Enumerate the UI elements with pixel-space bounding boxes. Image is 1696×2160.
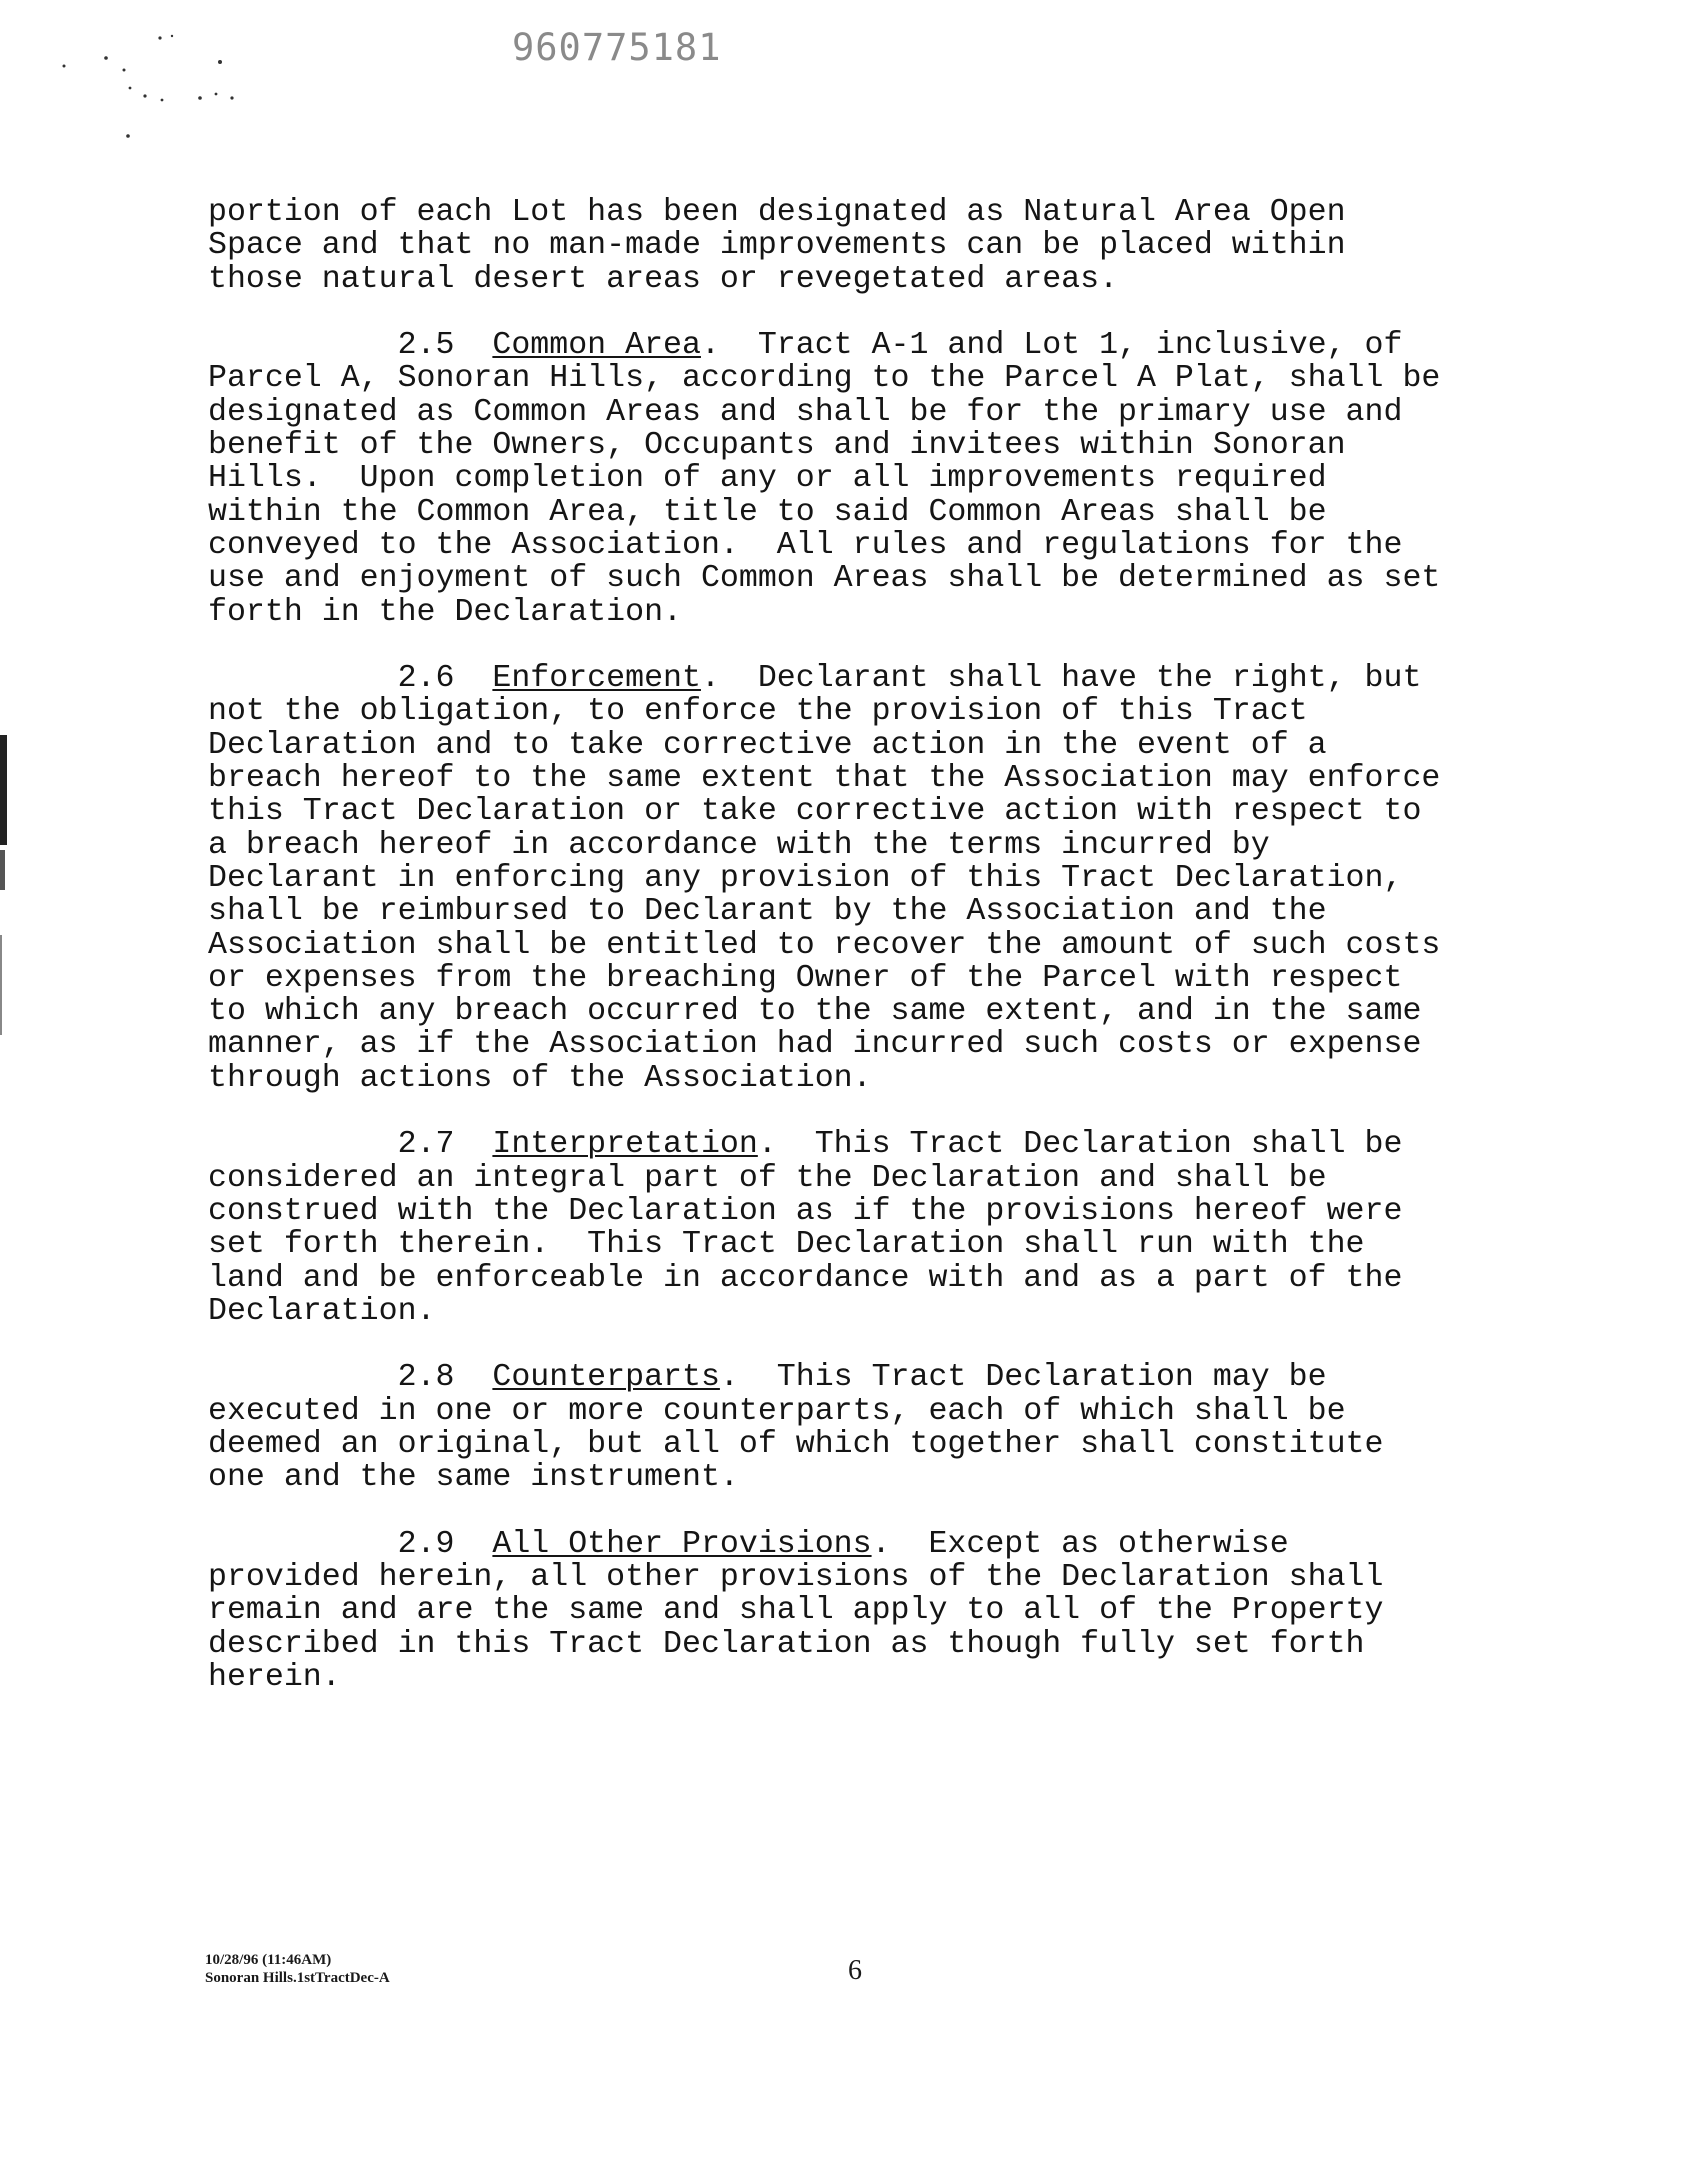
footer-filename: Sonoran Hills.1stTractDec-A bbox=[205, 1970, 390, 1986]
text-line bbox=[208, 1561, 1558, 1594]
line-text: benefit of the Owners, Occupants and invitees within Sonoran bbox=[208, 428, 1346, 464]
line-text: . Declarant shall have the right, but bbox=[700, 661, 1422, 697]
line-text: . This Tract Declaration shall be bbox=[757, 1127, 1403, 1163]
line-text: Association shall be entitled to recover the amount of such costs bbox=[208, 927, 1441, 963]
line-text: shall be reimbursed to Declarant by the Association and the bbox=[208, 894, 1327, 930]
line-text: use and enjoyment of such Common Areas shall be determined as set bbox=[208, 561, 1441, 597]
section-number: 2.7 bbox=[208, 1127, 493, 1163]
line-text: not the obligation, to enforce the provision of this Tract bbox=[208, 694, 1308, 730]
line-text: this Tract Declaration or take corrective action with respect to bbox=[208, 794, 1422, 830]
line-text: land and be enforceable in accordance with and as a part of the bbox=[208, 1260, 1403, 1296]
line-text: within the Common Area, title to said Common Areas shall be bbox=[208, 494, 1327, 530]
text-line bbox=[208, 429, 1558, 462]
line-text: a breach hereof in accordance with the terms incurred by bbox=[208, 827, 1270, 863]
line-text: portion of each Lot has been designated as Natural Area Open bbox=[208, 195, 1346, 230]
line-text: construed with the Declaration as if the provisions hereof were bbox=[208, 1193, 1403, 1229]
text-line bbox=[208, 1628, 1558, 1661]
line-text: manner, as if the Association had incurred such costs or expense bbox=[208, 1027, 1422, 1063]
text-line bbox=[208, 1528, 1558, 1561]
text-line bbox=[208, 662, 1558, 695]
line-text: forth in the Declaration. bbox=[208, 594, 682, 630]
text-line bbox=[208, 1428, 1558, 1461]
text-line bbox=[208, 396, 1558, 429]
line-text: those natural desert areas or revegetated areas. bbox=[208, 261, 1119, 297]
section-heading: Enforcement bbox=[492, 661, 701, 697]
document-footer bbox=[205, 1951, 390, 1987]
paragraph-section-2-7 bbox=[208, 1128, 1558, 1328]
line-text: set forth therein. This Tract Declaration shall run with the bbox=[208, 1227, 1365, 1263]
text-line bbox=[208, 695, 1558, 728]
footer-date: 10/28/96 (11:46AM) bbox=[205, 1952, 332, 1968]
text-line bbox=[208, 962, 1558, 995]
line-text: . Tract A-1 and Lot 1, inclusive, of bbox=[700, 328, 1403, 364]
section-number: 2.5 bbox=[208, 328, 493, 364]
text-line bbox=[208, 929, 1558, 962]
text-line bbox=[208, 762, 1558, 795]
section-number: 2.8 bbox=[208, 1360, 493, 1396]
line-text: Declaration. bbox=[208, 1293, 436, 1329]
line-text: conveyed to the Association. All rules and regulations for the bbox=[208, 527, 1403, 563]
section-number: 2.6 bbox=[208, 661, 493, 697]
text-line bbox=[208, 795, 1558, 828]
line-text: . Except as otherwise bbox=[871, 1526, 1289, 1562]
text-line bbox=[208, 462, 1558, 495]
document-body bbox=[208, 196, 1558, 1694]
line-text: Declarant in enforcing any provision of this Tract Declaration, bbox=[208, 860, 1403, 896]
line-text: breach hereof to the same extent that the Association may enforce bbox=[208, 761, 1441, 797]
line-text: or expenses from the breaching Owner of the Parcel with respect bbox=[208, 960, 1403, 996]
paragraph-section-2-5 bbox=[208, 329, 1558, 629]
line-text: . This Tract Declaration may be bbox=[719, 1360, 1327, 1396]
text-line bbox=[208, 1062, 1558, 1095]
section-heading: Common Area bbox=[492, 328, 701, 364]
text-line bbox=[208, 995, 1558, 1028]
section-heading: Interpretation bbox=[492, 1127, 758, 1163]
text-line bbox=[208, 1195, 1558, 1228]
line-text: Hills. Upon completion of any or all improvements required bbox=[208, 461, 1327, 497]
text-line bbox=[208, 229, 1558, 262]
document-stamp-number: 960775181 bbox=[512, 26, 722, 69]
section-heading: All Other Provisions bbox=[492, 1526, 872, 1562]
text-line bbox=[208, 1228, 1558, 1261]
text-line bbox=[208, 196, 1558, 229]
text-line bbox=[208, 529, 1558, 562]
text-line bbox=[208, 895, 1558, 928]
line-text: considered an integral part of the Declaration and shall be bbox=[208, 1160, 1327, 1196]
text-line bbox=[208, 829, 1558, 862]
line-text: executed in one or more counterparts, each of which shall be bbox=[208, 1393, 1346, 1429]
text-line bbox=[208, 1028, 1558, 1061]
text-line bbox=[208, 1262, 1558, 1295]
paragraph-intro bbox=[208, 196, 1558, 296]
text-line bbox=[208, 1395, 1558, 1428]
line-text: through actions of the Association. bbox=[208, 1060, 872, 1096]
line-text: remain and are the same and shall apply to all of the Property bbox=[208, 1593, 1384, 1629]
paragraph-section-2-8 bbox=[208, 1361, 1558, 1494]
page-number: 6 bbox=[848, 1955, 862, 1986]
text-line bbox=[208, 1128, 1558, 1161]
line-text: Space and that no man-made improvements can be placed within bbox=[208, 228, 1346, 264]
line-text: provided herein, all other provisions of the Declaration shall bbox=[208, 1560, 1384, 1596]
line-text: designated as Common Areas and shall be for the primary use and bbox=[208, 394, 1403, 430]
paragraph-section-2-9 bbox=[208, 1528, 1558, 1694]
line-text: Declaration and to take corrective action in the event of a bbox=[208, 727, 1327, 763]
text-line bbox=[208, 263, 1558, 296]
section-heading: Counterparts bbox=[492, 1360, 720, 1396]
text-line bbox=[208, 362, 1558, 395]
text-line bbox=[208, 562, 1558, 595]
text-line bbox=[208, 329, 1558, 362]
text-line bbox=[208, 1661, 1558, 1694]
line-text: to which any breach occurred to the same extent, and in the same bbox=[208, 994, 1422, 1030]
line-text: Parcel A, Sonoran Hills, according to the Parcel A Plat, shall be bbox=[208, 361, 1441, 397]
scan-specks bbox=[40, 30, 280, 150]
text-line bbox=[208, 729, 1558, 762]
text-line bbox=[208, 596, 1558, 629]
text-line bbox=[208, 1594, 1558, 1627]
line-text: described in this Tract Declaration as though fully set forth bbox=[208, 1626, 1365, 1662]
text-line bbox=[208, 1361, 1558, 1394]
line-text: one and the same instrument. bbox=[208, 1460, 739, 1496]
line-text: herein. bbox=[208, 1660, 341, 1696]
text-line bbox=[208, 1461, 1558, 1494]
section-number: 2.9 bbox=[208, 1526, 493, 1562]
text-line bbox=[208, 1295, 1558, 1328]
scan-edge-marks bbox=[0, 735, 10, 1045]
text-line bbox=[208, 496, 1558, 529]
text-line bbox=[208, 1162, 1558, 1195]
text-line bbox=[208, 862, 1558, 895]
paragraph-section-2-6 bbox=[208, 662, 1558, 1095]
line-text: deemed an original, but all of which together shall constitute bbox=[208, 1426, 1384, 1462]
